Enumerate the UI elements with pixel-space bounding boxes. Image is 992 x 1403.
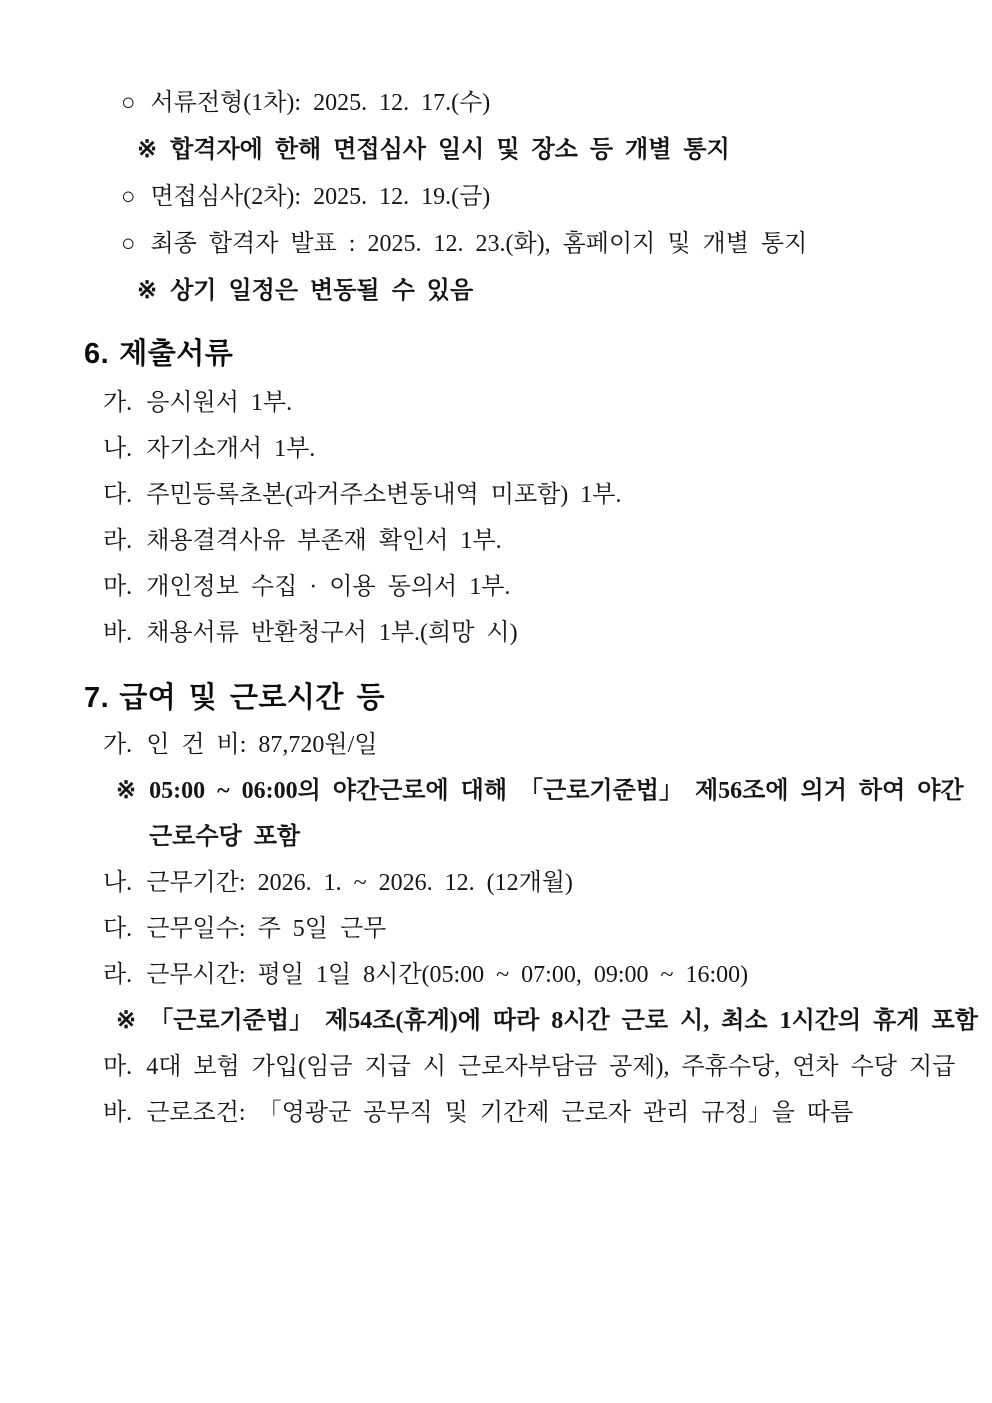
note-text: 「근로기준법」 제54조(휴게)에 따라 8시간 근로 시, 최소 1시간의 휴게 포함 — [149, 1008, 978, 1034]
section-title: 제출서류 — [119, 338, 234, 370]
section-number: 6. — [84, 338, 110, 370]
list-item — [0, 610, 992, 656]
section-number: 7. — [84, 682, 110, 714]
section-7-heading — [0, 678, 992, 718]
item-text: 채용결격사유 부존재 확인서 1부. — [146, 528, 502, 554]
list-item — [0, 426, 992, 472]
item-label: 바. — [103, 1100, 133, 1126]
item-text: 근무기간: 2026. 1. ~ 2026. 12. (12개월) — [146, 870, 573, 896]
item-label: 마. — [103, 574, 133, 600]
list-item — [0, 860, 992, 906]
list-item — [0, 518, 992, 564]
schedule-item-text: 최종 합격자 발표 : 2025. 12. 23.(화), 홈페이지 및 개별 통지 — [150, 231, 808, 257]
reference-mark-icon: ※ — [116, 1008, 137, 1034]
list-item — [0, 472, 992, 518]
section-salary-hours — [0, 678, 992, 1136]
reference-mark-icon: ※ — [116, 778, 137, 804]
section-7-items — [0, 722, 992, 1136]
item-label: 나. — [103, 870, 133, 896]
list-item — [0, 906, 992, 952]
item-text: 인 건 비: 87,720원/일 — [146, 732, 378, 758]
selection-schedule-list — [0, 80, 992, 315]
circle-bullet-icon: ○ — [121, 90, 136, 116]
item-text: 근로조건: 「영광군 공무직 및 기간제 근로자 관리 규정」을 따름 — [146, 1100, 854, 1126]
item-label: 다. — [103, 916, 133, 942]
item-text: 자기소개서 1부. — [146, 436, 316, 462]
item-label: 나. — [103, 436, 133, 462]
item-text: 근무시간: 평일 1일 8시간(05:00 ~ 07:00, 09:00 ~ 16:00) — [146, 962, 749, 988]
break-time-note — [0, 998, 992, 1044]
schedule-note-text: 상기 일정은 변동될 수 있음 — [170, 278, 474, 304]
item-text: 개인정보 수집 · 이용 동의서 1부. — [146, 574, 511, 600]
schedule-item — [0, 80, 992, 127]
schedule-item — [0, 221, 992, 268]
item-label: 가. — [103, 390, 133, 416]
item-text: 4대 보험 가입(임금 지급 시 근로자부담금 공제), 주휴수당, 연차 수당 지급 — [146, 1054, 956, 1080]
item-text: 근무일수: 주 5일 근무 — [146, 916, 387, 942]
schedule-item-text: 면접심사(2차): 2025. 12. 19.(금) — [150, 184, 491, 210]
item-label: 라. — [103, 962, 133, 988]
section-6-heading — [0, 334, 992, 374]
reference-mark-icon: ※ — [137, 137, 158, 163]
schedule-note — [0, 268, 992, 315]
item-text: 채용서류 반환청구서 1부.(희망 시) — [146, 620, 518, 646]
section-submission-documents — [0, 334, 992, 656]
reference-mark-icon: ※ — [137, 278, 158, 304]
list-item — [0, 564, 992, 610]
item-label: 가. — [103, 732, 133, 758]
list-item — [0, 1090, 992, 1136]
item-label: 다. — [103, 482, 133, 508]
note-text-line2: 근로수당 포함 — [149, 824, 301, 850]
section-title: 급여 및 근로시간 등 — [119, 682, 385, 714]
list-item — [0, 722, 992, 768]
item-label: 바. — [103, 620, 133, 646]
schedule-item — [0, 174, 992, 221]
list-item — [0, 952, 992, 998]
list-item — [0, 380, 992, 426]
item-label: 라. — [103, 528, 133, 554]
item-text: 주민등록초본(과거주소변동내역 미포함) 1부. — [146, 482, 622, 508]
circle-bullet-icon: ○ — [121, 231, 136, 257]
item-label: 마. — [103, 1054, 133, 1080]
night-wage-note — [0, 768, 992, 860]
schedule-note-text: 합격자에 한해 면접심사 일시 및 장소 등 개별 통지 — [170, 137, 730, 163]
note-text-line1: 05:00 ~ 06:00의 야간근로에 대해 「근로기준법」 제56조에 의거 하여 야간 — [149, 778, 964, 804]
circle-bullet-icon: ○ — [121, 184, 136, 210]
section-6-items — [0, 380, 992, 656]
item-text: 응시원서 1부. — [146, 390, 293, 416]
schedule-note — [0, 127, 992, 174]
schedule-item-text: 서류전형(1차): 2025. 12. 17.(수) — [150, 90, 491, 116]
list-item — [0, 1044, 992, 1090]
